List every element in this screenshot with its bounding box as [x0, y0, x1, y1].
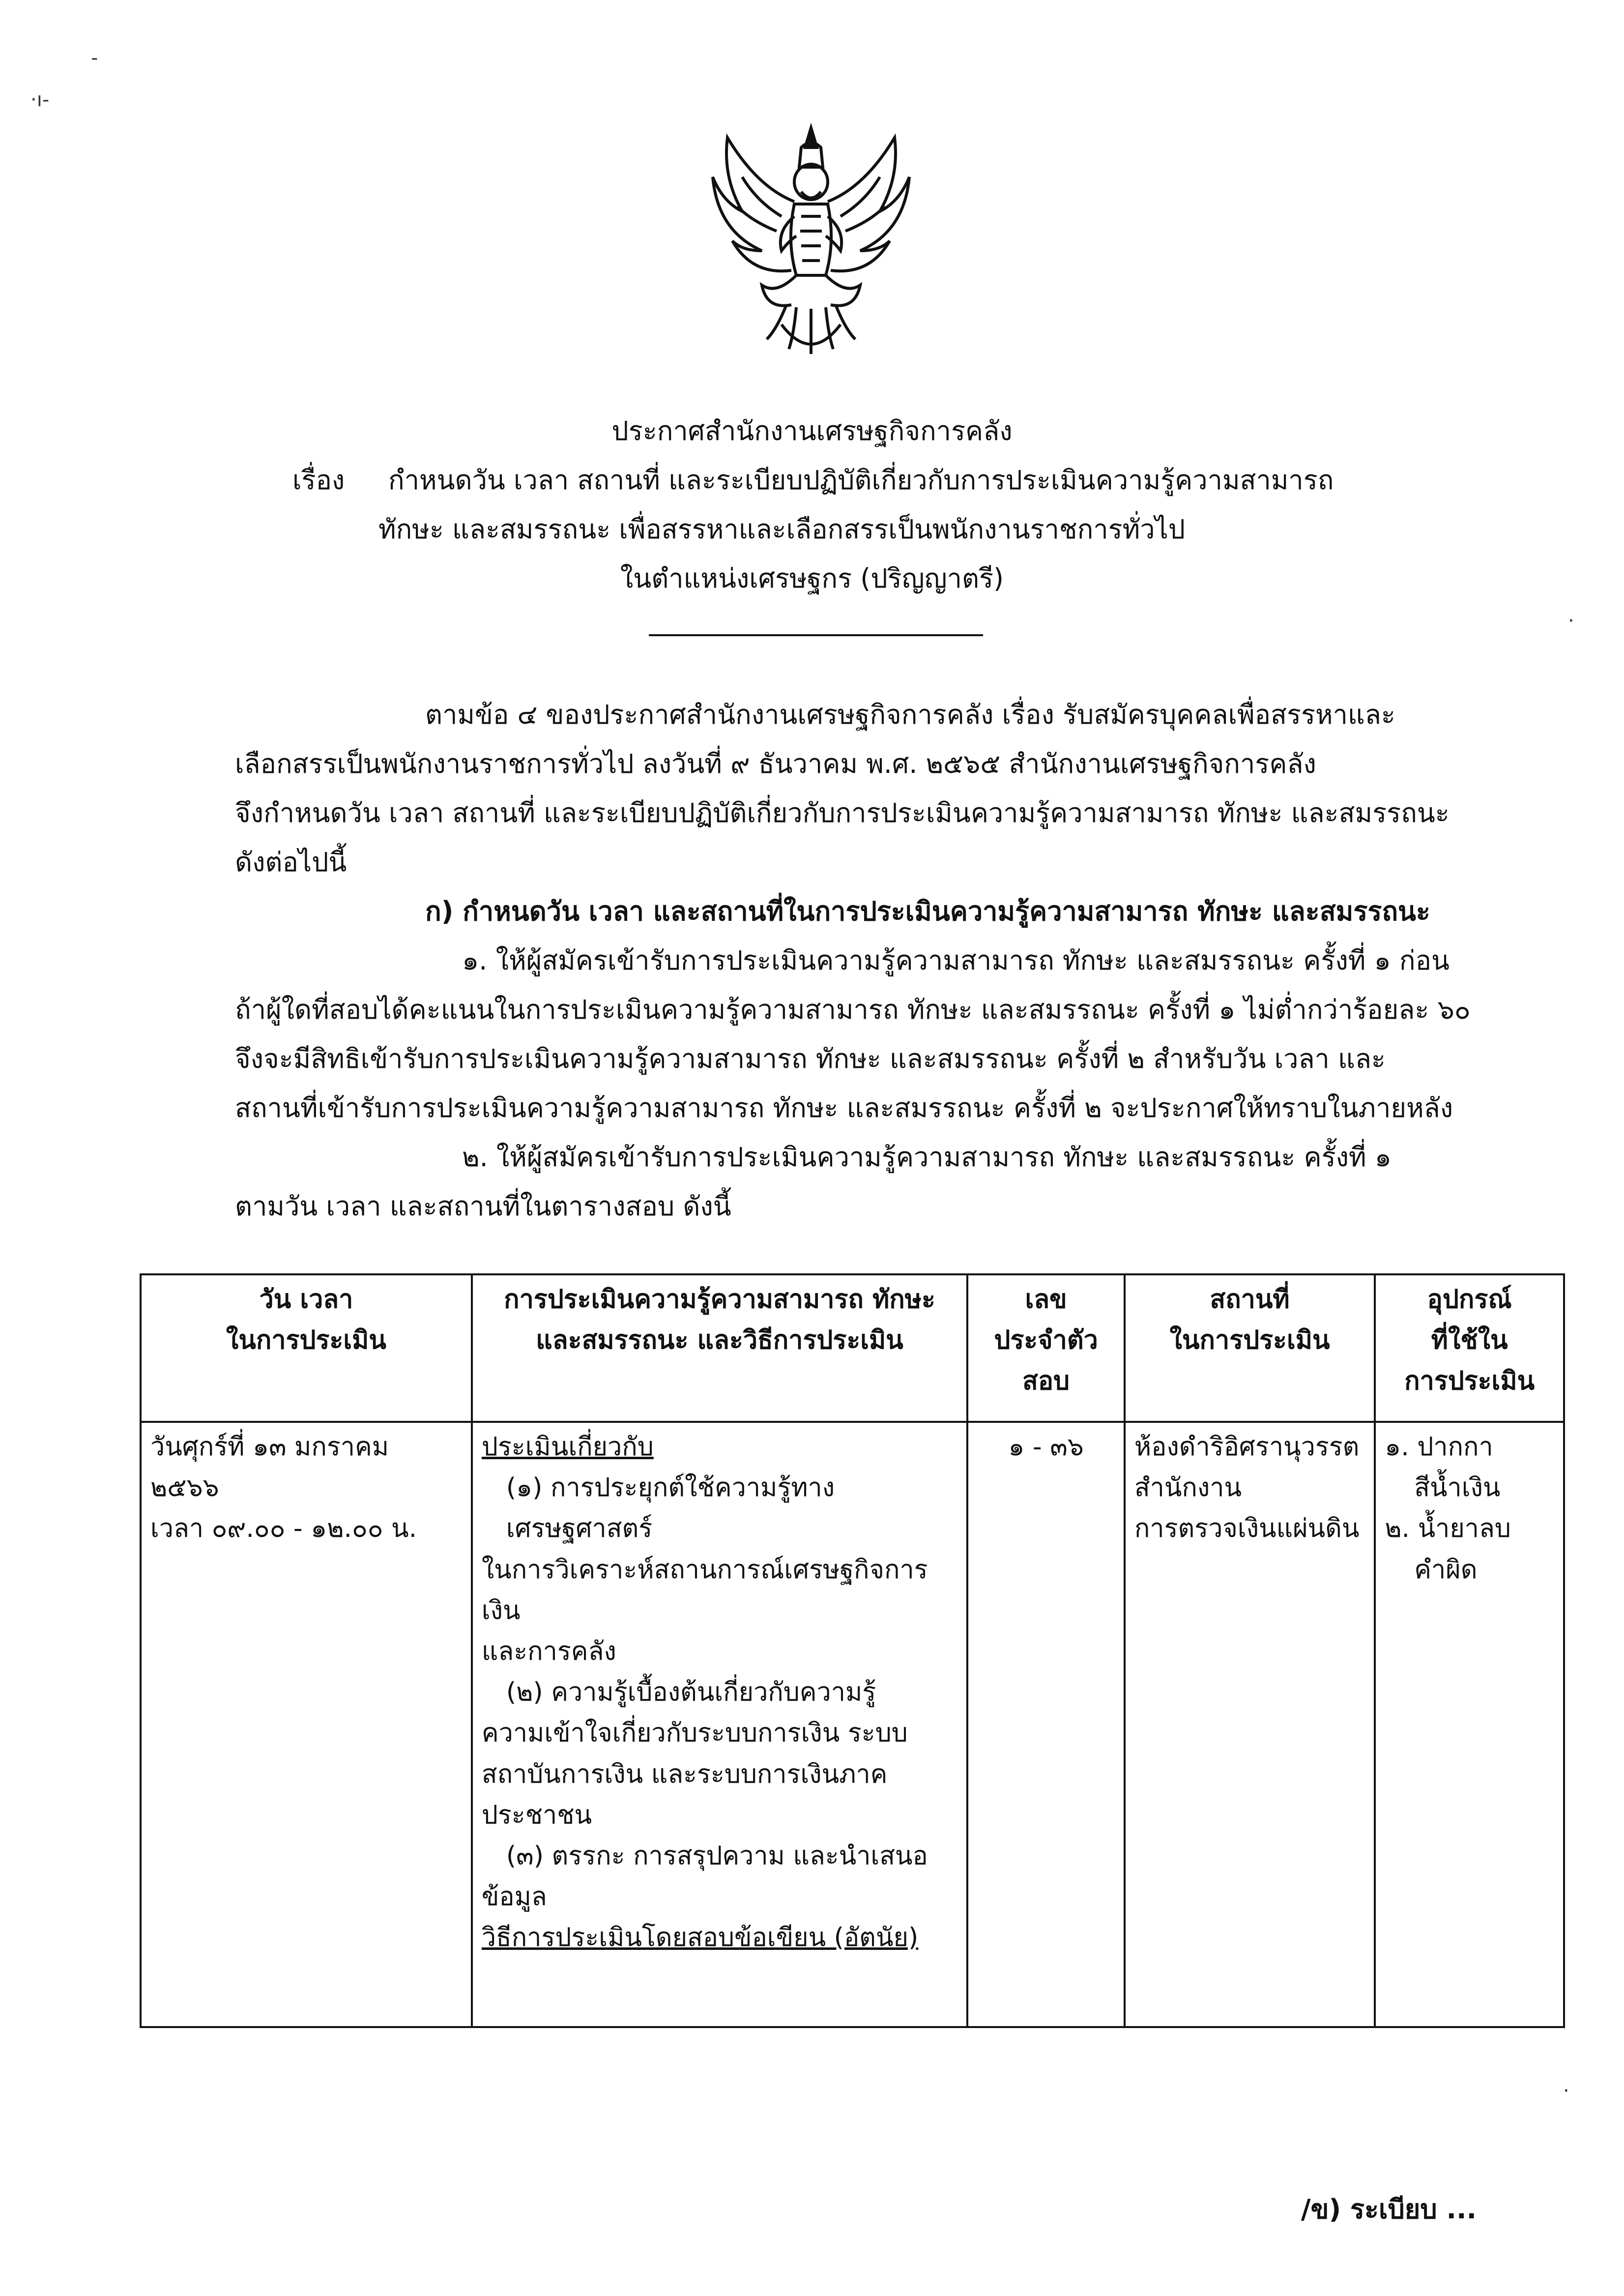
scan-mark: - — [91, 47, 98, 69]
topic-3: (๓) ตรรกะ การสรุปความ และนำเสนอ — [506, 1841, 928, 1871]
topic-2: (๒) ความรู้เบื้องต้นเกี่ยวกับความรู้ — [506, 1678, 876, 1707]
subject-label: เรื่อง — [292, 465, 345, 496]
cell-location: ห้องดำริอิศรานุวรรต สำนักงาน การตรวจเงินแผ่นดิน — [1125, 1422, 1375, 2027]
continuation-note: /ข) ระเบียบ ... — [1301, 2194, 1477, 2225]
item-1-line-1: ๑. ให้ผู้สมัครเข้ารับการประเมินความรู้ความสามารถ ทักษะ และสมรรถนะ ครั้งที่ ๑ ก่อน — [462, 945, 1450, 976]
notice-title: ประกาศสำนักงานเศรษฐกิจการคลัง — [611, 415, 1013, 446]
item-1-line-2: ถ้าผู้ใดที่สอบได้คะแนนในการประเมินความรู้ความสามารถ ทักษะ และสมรรถนะ ครั้งที่ ๑ ไม่ต่ำกว่าร้อยละ ๖๐ — [235, 994, 1471, 1025]
cell-date-time: วันศุกร์ที่ ๑๓ มกราคม ๒๕๖๖ เวลา ๐๙.๐๐ - ๑๒.๐๐ น. — [141, 1422, 472, 2027]
topic-1: (๑) การประยุกต์ใช้ความรู้ทางเศรษฐศาสตร์ — [506, 1473, 835, 1544]
subject-line-3: ในตำแหน่งเศรษฐกร (ปริญญาตรี) — [620, 563, 1004, 594]
topic-heading: ประเมินเกี่ยวกับ — [481, 1432, 654, 1462]
intro-line-4: ดังต่อไปนี้ — [235, 847, 347, 878]
subject-line-2: ทักษะ และสมรรถนะ เพื่อสรรหาและเลือกสรรเป็นพนักงานราชการทั่วไป — [378, 514, 1186, 545]
assessment-method: วิธีการประเมินโดยสอบข้อเขียน (อัตนัย) — [481, 1923, 919, 1953]
header-equipment: อุปกรณ์ ที่ใช้ใน การประเมิน — [1375, 1274, 1564, 1422]
item-1-line-3: จึงจะมีสิทธิเข้ารับการประเมินความรู้ความสามารถ ทักษะ และสมรรถนะ ครั้งที่ ๒ สำหรับวัน เวลา และ — [235, 1043, 1386, 1074]
cell-equipment: ๑. ปากกา สีน้ำเงิน ๒. น้ำยาลบ คำผิด — [1375, 1422, 1564, 2027]
item-2-line-1: ๒. ให้ผู้สมัครเข้ารับการประเมินความรู้ความสามารถ ทักษะ และสมรรถนะ ครั้งที่ ๑ — [462, 1142, 1392, 1173]
cell-exam-ids: ๑ - ๓๖ — [967, 1422, 1125, 2027]
scan-mark: · — [1563, 2080, 1569, 2102]
header-assessment: การประเมินความรู้ความสามารถ ทักษะ และสมรรถนะ และวิธีการประเมิน — [472, 1274, 967, 1422]
garuda-emblem-icon — [703, 118, 919, 364]
header-divider — [649, 634, 983, 636]
item-2-line-2: ตามวัน เวลา และสถานที่ในตารางสอบ ดังนี้ — [235, 1191, 731, 1222]
intro-line-3: จึงกำหนดวัน เวลา สถานที่ และระเบียบปฏิบัติเกี่ยวกับการประเมินความรู้ความสามารถ ทักษะ และสมรรถนะ — [235, 797, 1450, 828]
scan-mark: · — [1568, 610, 1574, 632]
scan-mark: ·ı- — [30, 88, 50, 111]
table-header-row — [141, 1274, 1564, 1422]
table-row — [141, 1422, 1564, 2027]
exam-schedule-table — [140, 1273, 1565, 2028]
intro-line-1: ตามข้อ ๔ ของประกาศสำนักงานเศรษฐกิจการคลัง เรื่อง รับสมัครบุคคลเพื่อสรรหาและ — [425, 699, 1395, 730]
section-a-heading: ก) กำหนดวัน เวลา และสถานที่ในการประเมินความรู้ความสามารถ ทักษะ และสมรรถนะ — [425, 896, 1430, 927]
cell-assessment: ประเมินเกี่ยวกับ (๑) การประยุกต์ใช้ความรู้ทางเศรษฐศาสตร์ ในการวิเคราะห์สถานการณ์เศรษฐกิจการเงิน และการคลัง (๒) ความรู้เบื้องต้นเกี่ยวกับความรู้ ความเข้าใจเกี่ยวกับระบบการเงิน ระบบ สถาบันการเงิน และระบบการเงินภาค ประชาชน (๓) ตรรกะ การสรุปความ และนำเสนอ ข้อมูล วิธีการประเมินโดยสอบข้อเขียน (อัตนัย) — [472, 1422, 967, 2027]
header-exam-id: เลข ประจำตัว สอบ — [967, 1274, 1125, 1422]
header-date-time: วัน เวลา ในการประเมิน — [141, 1274, 472, 1422]
header-location: สถานที่ ในการประเมิน — [1125, 1274, 1375, 1422]
subject-line-1: กำหนดวัน เวลา สถานที่ และระเบียบปฏิบัติเกี่ยวกับการประเมินความรู้ความสามารถ — [388, 465, 1334, 496]
intro-line-2: เลือกสรรเป็นพนักงานราชการทั่วไป ลงวันที่ ๙ ธันวาคม พ.ศ. ๒๕๖๕ สำนักงานเศรษฐกิจการคลัง — [235, 748, 1316, 779]
item-1-line-4: สถานที่เข้ารับการประเมินความรู้ความสามารถ ทักษะ และสมรรถนะ ครั้งที่ ๒ จะประกาศให้ทราบในภายหลัง — [235, 1092, 1453, 1123]
